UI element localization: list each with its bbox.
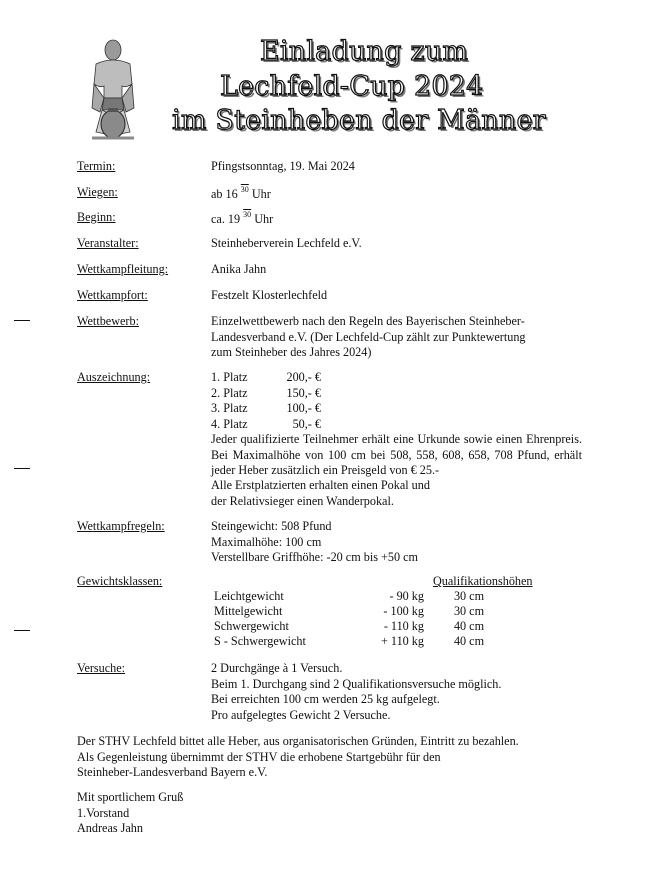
closing-line: Als Gegenleistung übernimmt der STHV die erhobene Startgebühr für den xyxy=(77,749,441,764)
prize-amount: 150,- € xyxy=(286,385,321,400)
margin-mark xyxy=(14,630,30,631)
prize-place: 1. Platz xyxy=(211,370,248,384)
beginn-unit: Uhr xyxy=(254,212,274,226)
value-wettkampfort: Festzelt Klosterlechfeld xyxy=(211,288,328,302)
trophy-text xyxy=(211,478,430,509)
wiegen-time: ab 16 xyxy=(211,187,238,201)
class-height: 30 cm xyxy=(453,589,485,603)
class-name: Schwergewicht xyxy=(214,619,289,633)
class-weight: + 110 kg xyxy=(381,634,424,648)
label-wettbewerb: Wettbewerb: xyxy=(77,314,139,328)
wettbewerb-line: Landesverband e.V. (Der Lechfeld-Cup zählt zur Punktewertung xyxy=(211,329,526,344)
versuche-line: Bei erreichten 100 cm werden 25 kg aufgelegt. xyxy=(211,692,440,706)
regeln-line: Steingewicht: 508 Pfund xyxy=(211,519,332,533)
klassen-header: Qualifikationshöhen xyxy=(433,574,533,588)
prize-amount: 200,- € xyxy=(286,370,321,384)
prize-place: 2. Platz xyxy=(211,385,248,400)
trophy-line: der Relativsieger einen Wanderpokal. xyxy=(211,493,394,508)
title-line-3: im Steinheben der Männer xyxy=(172,105,546,136)
margin-mark xyxy=(14,320,30,321)
title-line-1: Einladung zum xyxy=(260,36,469,67)
class-height: 40 cm xyxy=(453,619,485,633)
label-veranstalter: Veranstalter: xyxy=(77,236,139,250)
closing-paragraph xyxy=(77,734,519,781)
value-versuche xyxy=(211,661,501,723)
stone-lifter-illustration xyxy=(86,38,140,144)
regeln-line: Maximalhöhe: 100 cm xyxy=(211,534,322,549)
wiegen-unit: Uhr xyxy=(251,187,271,201)
value-wettkampfleitung: Anika Jahn xyxy=(211,262,267,276)
label-wiegen: Wiegen: xyxy=(77,185,118,199)
versuche-line: Beim 1. Durchgang sind 2 Qualifikationsversuche möglich. xyxy=(211,676,502,691)
label-versuche: Versuche: xyxy=(77,661,126,675)
beginn-minutes: 30 xyxy=(243,210,252,219)
title-line-2: Lechfeld-Cup 2024 xyxy=(220,71,484,102)
wettbewerb-line: zum Steinheber des Jahres 2024) xyxy=(211,345,372,359)
table-row xyxy=(214,604,514,619)
versuche-line: 2 Durchgänge à 1 Versuch. xyxy=(211,661,343,675)
prize-place: 3. Platz xyxy=(211,401,248,415)
value-wettkampfregeln xyxy=(211,519,418,566)
table-row xyxy=(214,634,514,649)
regeln-line: Verstellbare Griffhöhe: -20 cm bis +50 cm xyxy=(211,550,419,564)
label-wettkampfort: Wettkampfort: xyxy=(77,288,148,302)
signature-block xyxy=(77,790,183,837)
prize-amount: 100,- € xyxy=(286,401,321,415)
wettbewerb-line: Einzelwettbewerb nach den Regeln des Bayerischen Steinheber- xyxy=(211,314,525,328)
prize-row xyxy=(211,417,321,433)
value-wettbewerb xyxy=(211,314,526,361)
weight-class-table xyxy=(214,589,514,649)
label-wettkampfleitung: Wettkampfleitung: xyxy=(77,262,169,276)
table-row xyxy=(214,619,514,634)
signature-role: 1.Vorstand xyxy=(77,805,130,820)
prize-amount: 50,- € xyxy=(292,416,321,431)
label-wettkampfregeln: Wettkampfregeln: xyxy=(77,519,165,533)
prize-place: 4. Platz xyxy=(211,416,248,431)
class-height: 40 cm xyxy=(453,634,485,648)
value-veranstalter: Steinheberverein Lechfeld e.V. xyxy=(211,236,362,250)
prize-text: Jeder qualifizierte Teilnehmer erhält eine Urkunde sowie einen Ehrenpreis. Bei Maximalhöhe von 100 cm bei 508, 558, 608, 658, 708 Pfund, erhält jeder Heber zusätzlich ein Preisgeld von € 25.- xyxy=(211,432,582,477)
closing-line: Steinheber-Landesverband Bayern e.V. xyxy=(77,765,268,779)
label-termin: Termin: xyxy=(77,159,116,173)
margin-mark xyxy=(14,468,30,469)
wiegen-minutes: 30 xyxy=(240,185,249,194)
prize-row xyxy=(211,386,321,402)
prize-row xyxy=(211,370,321,386)
class-weight: - 110 kg xyxy=(383,619,424,633)
value-termin: Pfingstsonntag, 19. Mai 2024 xyxy=(211,159,355,173)
prize-list xyxy=(211,370,321,432)
class-name: S - Schwergewicht xyxy=(214,634,306,648)
versuche-line: Pro aufgelegtes Gewicht 2 Versuche. xyxy=(211,707,391,722)
closing-line: Der STHV Lechfeld bittet alle Heber, aus organisatorischen Gründen, Eintritt zu bezahlen. xyxy=(77,734,519,748)
label-beginn: Beginn: xyxy=(77,210,116,224)
trophy-line: Alle Erstplatzierten erhalten einen Pokal und xyxy=(211,478,430,492)
signature-greeting: Mit sportlichem Gruß xyxy=(77,790,184,804)
class-weight: - 100 kg xyxy=(383,604,424,618)
class-weight: - 90 kg xyxy=(389,589,424,603)
value-wiegen xyxy=(211,185,271,202)
label-auszeichnung: Auszeichnung: xyxy=(77,370,151,384)
signature-name: Andreas Jahn xyxy=(77,821,143,835)
value-beginn xyxy=(211,210,273,227)
class-name: Mittelgewicht xyxy=(214,604,283,618)
prize-row xyxy=(211,401,321,417)
table-row xyxy=(214,589,514,604)
class-height: 30 cm xyxy=(453,604,485,618)
label-gewichtsklassen: Gewichtsklassen: xyxy=(77,574,163,588)
class-name: Leichtgewicht xyxy=(214,589,284,603)
beginn-time: ca. 19 xyxy=(211,212,241,226)
